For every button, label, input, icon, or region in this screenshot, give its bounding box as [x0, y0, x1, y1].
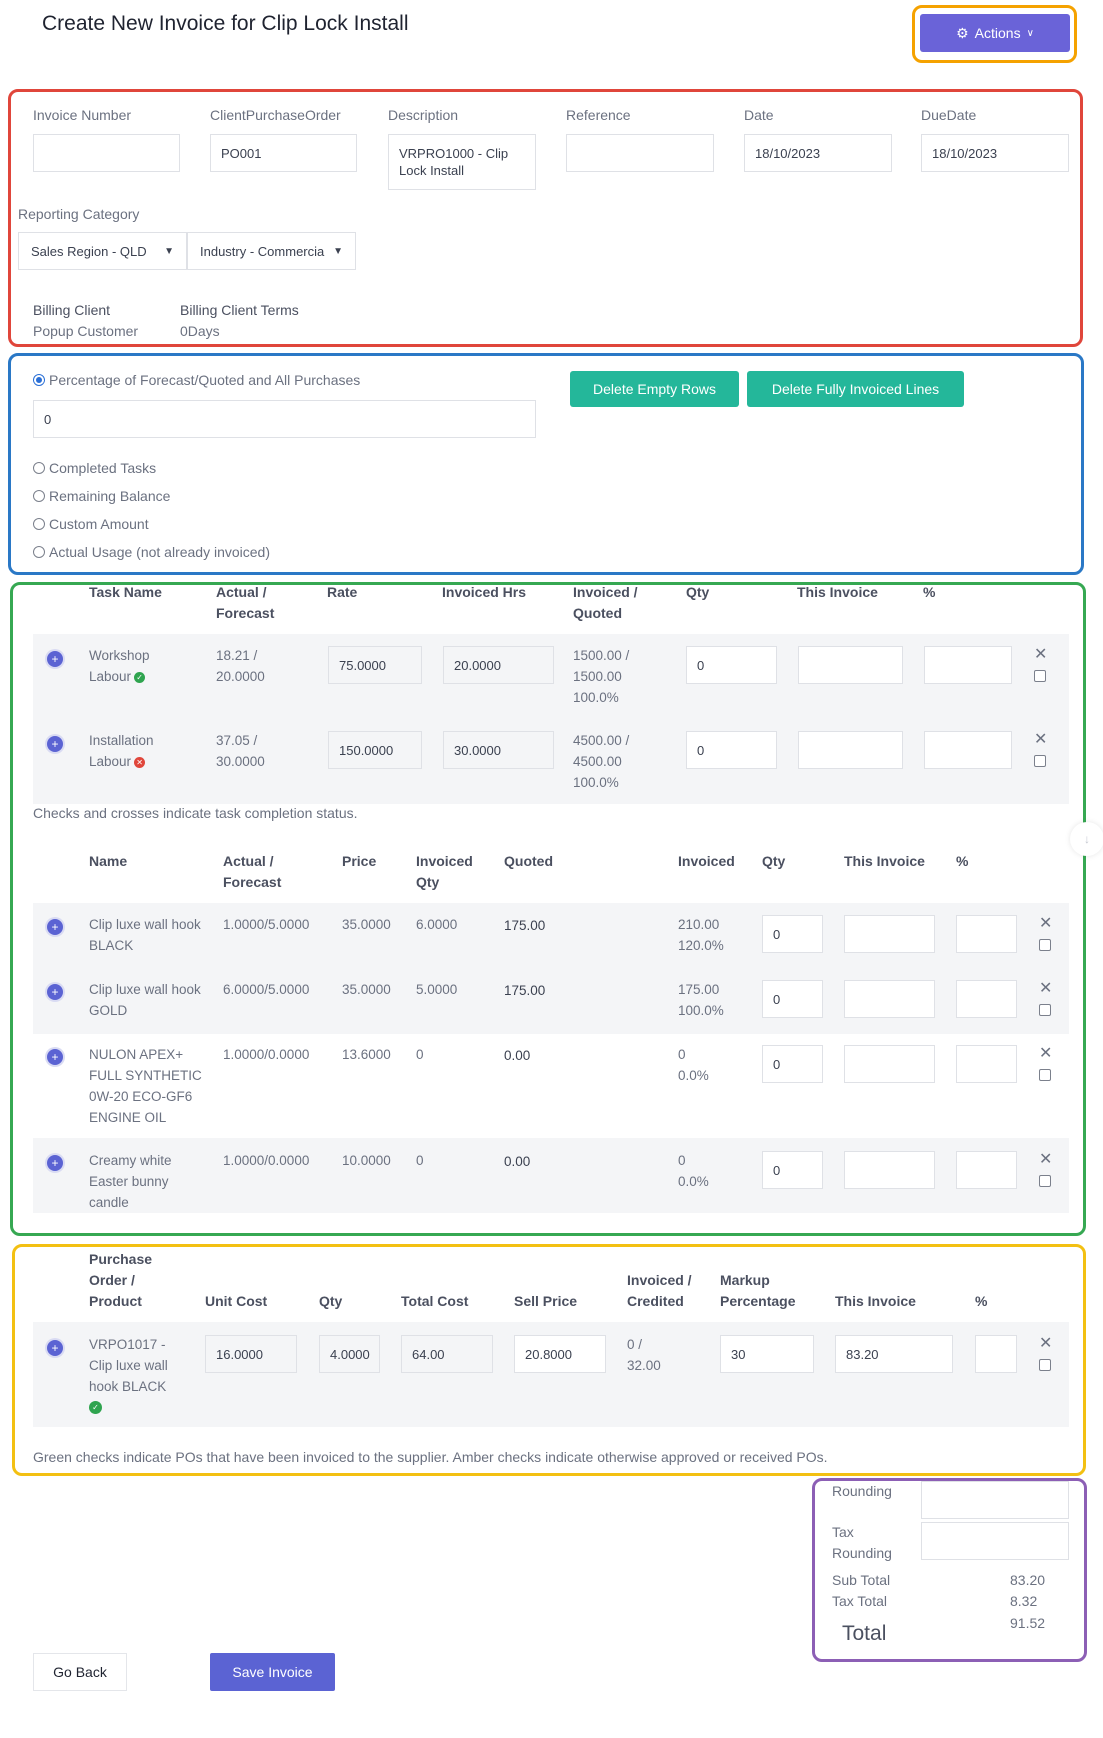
- remove-x-icon[interactable]: ✕: [1034, 731, 1048, 748]
- material-invoiced-percent: 0.0%: [678, 1174, 709, 1189]
- task-invoiced-hrs-input[interactable]: 20.0000: [443, 646, 554, 684]
- task-name-cell: [89, 730, 189, 772]
- date-input[interactable]: 18/10/2023: [744, 134, 892, 172]
- material-percent-input[interactable]: [956, 980, 1017, 1018]
- check-circle-icon: ✓: [89, 1401, 102, 1414]
- material-invoiced-qty: 5.0000: [416, 982, 458, 997]
- po-total-cost-input[interactable]: 64.00: [401, 1335, 493, 1373]
- col-percent: %: [975, 1293, 988, 1309]
- col-purchase-order: Purchase Order / Product: [89, 1251, 153, 1309]
- save-invoice-button[interactable]: Save Invoice: [210, 1653, 335, 1691]
- client-po-label: ClientPurchaseOrder: [210, 107, 341, 123]
- material-percent-input[interactable]: [956, 1151, 1017, 1189]
- date-label: Date: [744, 107, 774, 123]
- task-this-invoice-input[interactable]: [798, 646, 903, 684]
- client-po-input[interactable]: PO001: [210, 134, 357, 172]
- col-qty: Qty: [762, 853, 786, 869]
- col-actual-forecast: Actual / Forecast: [216, 584, 275, 621]
- row-checkbox[interactable]: [1039, 939, 1051, 951]
- task-rate-input[interactable]: 150.0000: [328, 731, 422, 769]
- material-price: 35.0000: [342, 917, 391, 932]
- expand-plus-icon[interactable]: +: [47, 651, 63, 667]
- sales-region-value: Sales Region - QLD: [31, 243, 147, 259]
- col-qty: Qty: [686, 584, 710, 600]
- scroll-down-icon[interactable]: ↓: [1070, 822, 1103, 856]
- material-this-invoice-input[interactable]: [844, 1151, 935, 1189]
- po-name: VRPO1017 - Clip luxe wall hook BLACK: [89, 1337, 168, 1394]
- task-forecast: 30.0000: [216, 754, 265, 769]
- gear-icon: ⚙: [956, 24, 969, 41]
- task-actual: 18.21 /: [216, 648, 258, 663]
- invoice-number-input[interactable]: [33, 134, 180, 172]
- custom-amount-label: Custom Amount: [49, 516, 149, 532]
- radio-icon[interactable]: [33, 518, 45, 530]
- radio-selected-icon[interactable]: [33, 374, 45, 386]
- task-invoiced-percent: 100.0%: [573, 775, 619, 790]
- material-percent-input[interactable]: [956, 1045, 1017, 1083]
- material-qty-input[interactable]: 0: [762, 1045, 823, 1083]
- col-this-invoice: This Invoice: [797, 584, 878, 600]
- total-label: Total: [842, 1622, 887, 1645]
- task-quoted-value: 4500.00: [573, 754, 622, 769]
- task-invoiced-hrs-input[interactable]: 30.0000: [443, 731, 554, 769]
- chevron-down-icon: ▼: [164, 245, 174, 257]
- material-invoiced-qty: 0: [416, 1153, 424, 1168]
- material-quoted: 0.00: [504, 1048, 531, 1063]
- billing-client-label: Billing Client: [33, 302, 111, 318]
- delete-fully-invoiced-button[interactable]: Delete Fully Invoiced Lines: [747, 371, 964, 407]
- material-invoiced-qty: 6.0000: [416, 917, 458, 932]
- remove-x-icon[interactable]: ✕: [1034, 646, 1048, 663]
- col-name: Name: [89, 853, 128, 869]
- col-invoiced: Invoiced: [678, 853, 735, 869]
- material-actual-forecast: 1.0000/0.0000: [223, 1047, 310, 1062]
- row-checkbox[interactable]: [1039, 1175, 1051, 1187]
- col-invoiced-hrs: Invoiced Hrs: [442, 584, 527, 600]
- expand-plus-icon[interactable]: +: [47, 919, 63, 935]
- expand-plus-icon[interactable]: +: [47, 1340, 63, 1356]
- completed-tasks-option[interactable]: [33, 460, 156, 476]
- po-unit-cost-input[interactable]: 16.0000: [205, 1335, 297, 1373]
- tasks-note: Checks and crosses indicate task completion status.: [33, 805, 358, 821]
- task-this-invoice-input[interactable]: [798, 731, 903, 769]
- task-invoiced-value: 1500.00 /: [573, 648, 630, 663]
- material-price: 35.0000: [342, 982, 391, 997]
- material-actual-forecast: 1.0000/0.0000: [223, 1153, 310, 1168]
- remaining-balance-label: Remaining Balance: [49, 488, 171, 504]
- task-qty-input[interactable]: 0: [686, 646, 777, 684]
- material-name: Clip luxe wall hook BLACK: [89, 917, 201, 953]
- row-checkbox[interactable]: [1039, 1359, 1051, 1371]
- custom-amount-option[interactable]: [33, 516, 149, 532]
- col-qty: Qty: [319, 1293, 343, 1309]
- col-total-cost: Total Cost: [401, 1293, 469, 1309]
- details-highlight: [8, 89, 1083, 347]
- material-this-invoice-input[interactable]: [844, 980, 935, 1018]
- col-sell-price: Sell Price: [514, 1293, 578, 1309]
- col-this-invoice: This Invoice: [844, 853, 925, 869]
- check-circle-icon: ✓: [134, 672, 145, 683]
- industry-value: Industry - Commercia: [200, 243, 325, 259]
- col-this-invoice: This Invoice: [835, 1293, 916, 1309]
- billing-terms-label: Billing Client Terms: [180, 302, 299, 318]
- po-markup-input[interactable]: 30: [720, 1335, 814, 1373]
- actions-label: Actions: [974, 25, 1021, 41]
- expand-plus-icon[interactable]: +: [47, 736, 63, 752]
- task-name: Installation Labour: [89, 733, 154, 769]
- row-checkbox[interactable]: [1039, 1069, 1051, 1081]
- chevron-down-icon: ▼: [333, 245, 343, 257]
- task-qty-input[interactable]: 0: [686, 731, 777, 769]
- remove-x-icon[interactable]: ✕: [1039, 1045, 1053, 1062]
- tax-rounding-label: Tax Rounding: [832, 1524, 892, 1561]
- task-name-cell: [89, 645, 189, 687]
- remove-x-icon[interactable]: ✕: [1039, 1335, 1053, 1352]
- rounding-label: Rounding: [832, 1483, 892, 1499]
- remove-x-icon[interactable]: ✕: [1039, 980, 1053, 997]
- reference-label: Reference: [566, 107, 631, 123]
- material-invoiced-percent: 100.0%: [678, 1003, 724, 1018]
- actions-button[interactable]: [920, 14, 1070, 52]
- tax-total-value: 8.32: [1010, 1593, 1038, 1609]
- percentage-option-label: Percentage of Forecast/Quoted and All Purchases: [49, 372, 361, 388]
- cross-circle-icon: ✕: [134, 757, 145, 768]
- task-percent-input[interactable]: [924, 731, 1012, 769]
- po-credited-value: 32.00: [627, 1358, 661, 1373]
- task-forecast: 20.0000: [216, 669, 265, 684]
- material-price: 13.6000: [342, 1047, 391, 1062]
- col-task-name: Task Name: [89, 584, 162, 600]
- material-actual-forecast: 1.0000/5.0000: [223, 917, 310, 932]
- col-rate: Rate: [327, 584, 358, 600]
- remaining-balance-option[interactable]: [33, 488, 170, 504]
- chevron-down-icon: ∨: [1026, 27, 1034, 39]
- material-price: 10.0000: [342, 1153, 391, 1168]
- sales-region-select[interactable]: [18, 232, 187, 270]
- reference-input[interactable]: [566, 134, 714, 172]
- task-name: Workshop Labour: [89, 648, 150, 684]
- page-title: Create New Invoice for Clip Lock Install: [42, 12, 409, 35]
- expand-plus-icon[interactable]: +: [47, 984, 63, 1000]
- radio-icon[interactable]: [33, 462, 45, 474]
- industry-select[interactable]: [187, 232, 356, 270]
- material-invoiced-value: 175.00: [678, 982, 720, 997]
- description-label: Description: [388, 107, 459, 123]
- material-quoted: 175.00: [504, 918, 546, 933]
- reporting-category-label: Reporting Category: [18, 206, 140, 222]
- purchases-note: Green checks indicate POs that have been invoiced to the supplier. Amber checks indicate otherwise approved or received POs.: [33, 1449, 828, 1465]
- po-this-invoice-input[interactable]: 83.20: [835, 1335, 953, 1373]
- expand-plus-icon[interactable]: +: [47, 1155, 63, 1171]
- material-qty-input[interactable]: 0: [762, 915, 823, 953]
- material-name: Clip luxe wall hook GOLD: [89, 982, 201, 1018]
- col-quoted: Quoted: [504, 853, 553, 869]
- material-invoiced-value: 210.00: [678, 917, 720, 932]
- due-date-label: DueDate: [921, 107, 977, 123]
- billing-client-value: Popup Customer: [33, 323, 139, 339]
- go-back-button[interactable]: Go Back: [33, 1653, 127, 1691]
- task-invoiced-value: 4500.00 /: [573, 733, 630, 748]
- task-invoiced-percent: 100.0%: [573, 690, 619, 705]
- material-invoiced-percent: 0.0%: [678, 1068, 709, 1083]
- col-invoiced-credited: Invoiced / Credited: [627, 1272, 692, 1309]
- material-invoiced-value: 0: [678, 1047, 686, 1062]
- material-quoted: 0.00: [504, 1154, 531, 1169]
- material-quoted: 175.00: [504, 983, 546, 998]
- task-quoted-value: 1500.00: [573, 669, 622, 684]
- po-percent-input[interactable]: [975, 1335, 1017, 1373]
- col-invoiced-quoted: Invoiced / Quoted: [573, 584, 638, 621]
- material-name: Creamy white Easter bunny candle: [89, 1153, 172, 1210]
- po-invoiced-value: 0 /: [627, 1337, 643, 1352]
- row-checkbox[interactable]: [1039, 1004, 1051, 1016]
- material-name: NULON APEX+ FULL SYNTHETIC 0W-20 ECO-GF6 ENGINE OIL: [89, 1047, 202, 1125]
- tax-total-label: Tax Total: [832, 1593, 887, 1609]
- invoice-number-label: Invoice Number: [33, 107, 132, 123]
- sub-total-label: Sub Total: [832, 1572, 891, 1588]
- col-unit-cost: Unit Cost: [205, 1293, 268, 1309]
- actual-usage-label: Actual Usage (not already invoiced): [49, 544, 271, 560]
- col-percent: %: [956, 853, 969, 869]
- description-textarea[interactable]: VRPRO1000 - Clip Lock Install: [388, 134, 536, 190]
- col-markup: Markup Percentage: [720, 1272, 796, 1309]
- material-this-invoice-input[interactable]: [844, 915, 935, 953]
- remove-x-icon[interactable]: ✕: [1039, 1151, 1053, 1168]
- material-qty-input[interactable]: 0: [762, 1151, 823, 1189]
- col-invoiced-qty: Invoiced Qty: [416, 853, 473, 890]
- total-value: 91.52: [1010, 1615, 1046, 1631]
- radio-icon[interactable]: [33, 546, 45, 558]
- material-qty-input[interactable]: 0: [762, 980, 823, 1018]
- completed-tasks-label: Completed Tasks: [49, 460, 157, 476]
- percentage-option[interactable]: [33, 372, 360, 388]
- row-checkbox[interactable]: [1034, 755, 1046, 767]
- rounding-input[interactable]: [921, 1481, 1069, 1519]
- expand-plus-icon[interactable]: +: [47, 1049, 63, 1065]
- task-rate-input[interactable]: 75.0000: [328, 646, 422, 684]
- po-sell-price-input[interactable]: 20.8000: [514, 1335, 606, 1373]
- radio-icon[interactable]: [33, 490, 45, 502]
- task-actual: 37.05 /: [216, 733, 258, 748]
- material-this-invoice-input[interactable]: [844, 1045, 935, 1083]
- sub-total-value: 83.20: [1010, 1572, 1046, 1588]
- billing-terms-value: 0Days: [180, 323, 220, 339]
- material-actual-forecast: 6.0000/5.0000: [223, 982, 310, 997]
- row-checkbox[interactable]: [1034, 670, 1046, 682]
- remove-x-icon[interactable]: ✕: [1039, 915, 1053, 932]
- col-actual-forecast: Actual / Forecast: [223, 853, 282, 890]
- percentage-input[interactable]: 0: [33, 400, 536, 438]
- material-percent-input[interactable]: [956, 915, 1017, 953]
- material-invoiced-percent: 120.0%: [678, 938, 724, 953]
- material-invoiced-qty: 0: [416, 1047, 424, 1062]
- material-invoiced-value: 0: [678, 1153, 686, 1168]
- col-price: Price: [342, 853, 377, 869]
- due-date-input[interactable]: 18/10/2023: [921, 134, 1069, 172]
- actual-usage-option[interactable]: [33, 544, 270, 560]
- task-percent-input[interactable]: [924, 646, 1012, 684]
- delete-empty-rows-button[interactable]: Delete Empty Rows: [570, 371, 739, 407]
- tax-rounding-input[interactable]: [921, 1522, 1069, 1560]
- po-qty-input[interactable]: 4.0000: [319, 1335, 380, 1373]
- col-percent: %: [923, 584, 936, 600]
